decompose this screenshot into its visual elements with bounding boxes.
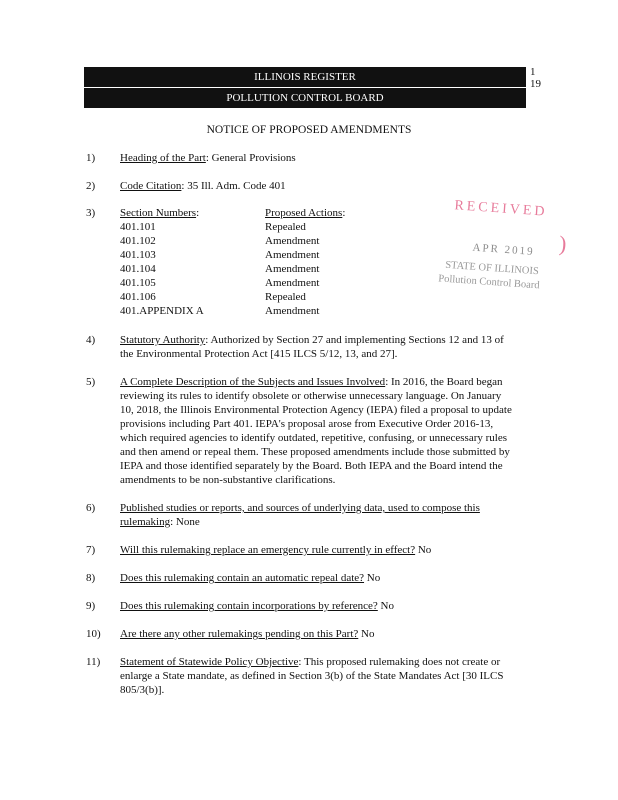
item-number: 3) — [86, 207, 96, 219]
section-number: 401.106 — [120, 291, 156, 303]
section-number: 401.101 — [120, 221, 156, 233]
item-policy-objective-cont: 805/3(b)]. — [120, 684, 165, 696]
item-number: 10) — [86, 628, 101, 640]
notice-title: NOTICE OF PROPOSED AMENDMENTS — [206, 124, 412, 136]
item-number: 1) — [86, 152, 96, 164]
register-header — [84, 67, 526, 87]
proposed-action: Amendment — [265, 277, 320, 289]
item-number: 5) — [86, 376, 96, 388]
proposed-action: Amendment — [265, 263, 320, 275]
description-line: IEPA and those identified separately by the Board. Both IEPA and the Board intend the — [120, 460, 503, 472]
page-number: 1 19 — [530, 66, 541, 90]
proposed-action: Repealed — [265, 291, 306, 303]
proposed-action: Amendment — [265, 235, 320, 247]
description-line: 10, 2018, the Illinois Environmental Protection Agency (IEPA) filed a proposal to update — [120, 404, 512, 416]
stamp-received-text: RECEIVED — [453, 198, 548, 220]
item-incorporations: Does this rulemaking contain incorporations by reference? No — [120, 600, 394, 612]
item-number: 2) — [86, 180, 96, 192]
section-numbers-header: Section Numbers: — [120, 207, 200, 219]
received-stamp — [432, 197, 579, 316]
item-published-studies: Published studies or reports, and sources of underlying data, used to compose this — [120, 502, 480, 514]
item-statutory-authority-cont: the Environmental Protection Act [415 ILCS 5/12, 13, and 27]. — [120, 348, 398, 360]
item-complete-description: A Complete Description of the Subjects and Issues Involved: In 2016, the Board began — [120, 376, 503, 388]
item-other-rulemakings: Are there any other rulemakings pending on this Part? No — [120, 628, 375, 640]
item-number: 11) — [86, 656, 101, 668]
proposed-actions-header: Proposed Actions: — [265, 207, 346, 219]
section-number: 401.103 — [120, 249, 156, 261]
description-line: provisions including Part 401. IEPA's proposal arose from Executive Order 2016-13, — [120, 418, 494, 430]
item-number: 8) — [86, 572, 96, 584]
item-number: 9) — [86, 600, 96, 612]
description-line: reviewing its rules to identify obsolete or otherwise unnecessary language. On January — [120, 390, 502, 402]
item-number: 4) — [86, 334, 96, 346]
item-number: 6) — [86, 502, 96, 514]
item-code-citation: Code Citation: 35 Ill. Adm. Code 401 — [120, 180, 286, 192]
item-number: 7) — [86, 544, 96, 556]
item-emergency-rule: Will this rulemaking replace an emergency rule currently in effect? No — [120, 544, 432, 556]
stamp-board: Pollution Control Board — [437, 273, 540, 292]
stamp-bracket-icon: ) — [558, 230, 568, 257]
stamp-state: STATE OF ILLINOIS — [444, 259, 540, 278]
item-automatic-repeal: Does this rulemaking contain an automatic repeal date? No — [120, 572, 381, 584]
section-number: 401.APPENDIX A — [120, 305, 204, 317]
proposed-action: Amendment — [265, 249, 320, 261]
board-header — [84, 88, 526, 108]
item-policy-objective-cont: enlarge a State mandate, as defined in Section 3(b) of the State Mandates Act [30 ILCS — [120, 670, 504, 682]
description-line: which required agencies to identify outdated, repetitive, confusing, or unnecessary rules — [120, 432, 508, 444]
board-title: POLLUTION CONTROL BOARD — [226, 92, 384, 104]
item-published-studies-cont: rulemaking: None — [120, 516, 200, 528]
section-number: 401.105 — [120, 277, 156, 289]
proposed-action: Repealed — [265, 221, 306, 233]
proposed-action: Amendment — [265, 305, 320, 317]
description-line: amendments to be non-substantive clarifications. — [120, 474, 336, 486]
section-number: 401.104 — [120, 263, 156, 275]
description-line: and then amend or repeal them. These proposed amendments include those submitted by — [120, 446, 510, 458]
item-policy-objective: Statement of Statewide Policy Objective: This proposed rulemaking does not create or — [120, 656, 501, 668]
section-number: 401.102 — [120, 235, 156, 247]
stamp-date: APR 2019 — [472, 241, 535, 258]
register-title: ILLINOIS REGISTER — [254, 71, 356, 83]
item-statutory-authority: Statutory Authority: Authorized by Section 27 and implementing Sections 12 and 13 of — [120, 334, 504, 346]
item-heading-of-part: Heading of the Part: General Provisions — [120, 152, 296, 164]
